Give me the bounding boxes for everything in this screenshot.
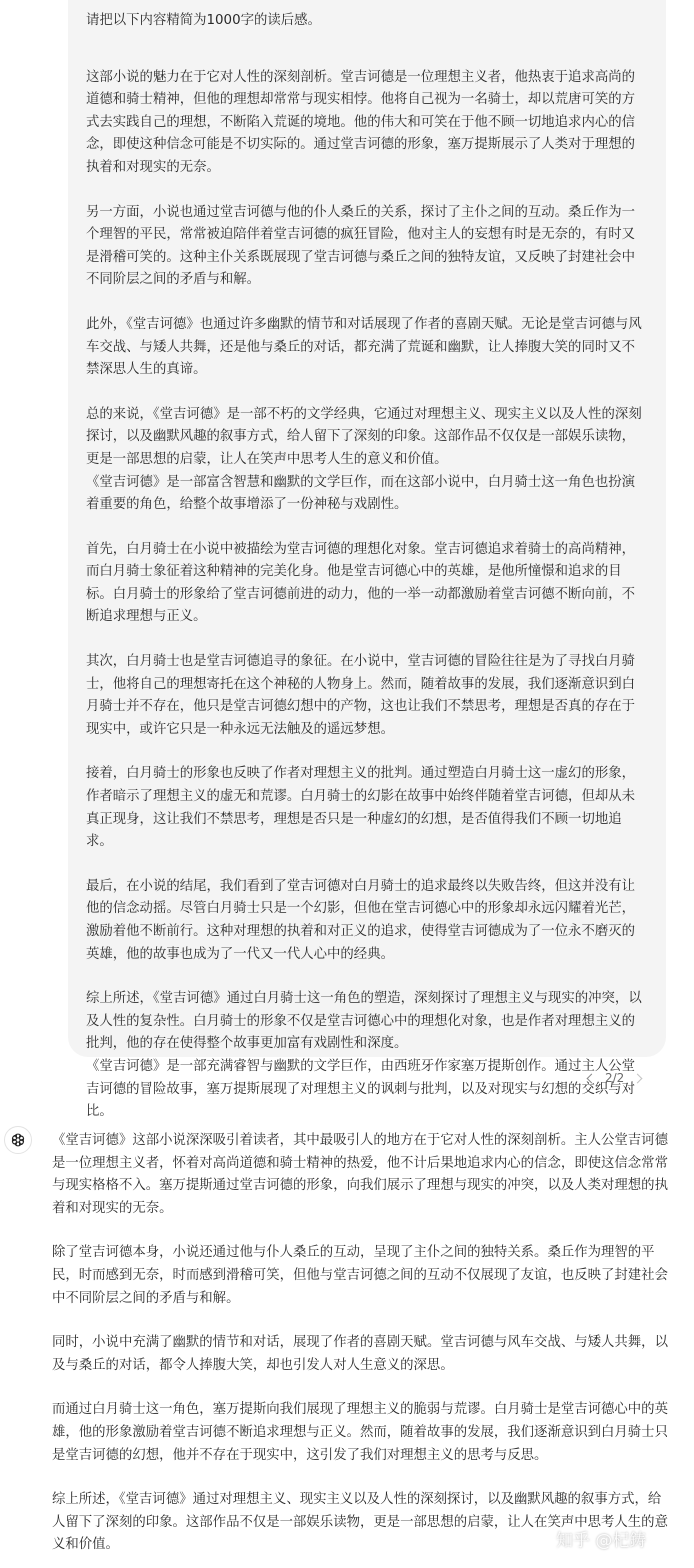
- openai-logo-icon: [4, 1126, 32, 1154]
- user-prompt-line: 请把以下内容精简为1000字的读后感。: [86, 13, 321, 28]
- user-paragraph: 最后，在小说的结尾，我们看到了堂吉诃德对白月骑士的追求最终以失败告终，但这并没有让他的信念动摇。尽管白月骑士只是一个幻影，但他在堂吉诃德心中的形象却永远闪耀着光芒，激励着他不断前行。这种对理想的执着和对正义的追求，使得堂吉诃德成为了一位永不磨灭的英雄，他的故事也成为了一代又一代人心中的经典。: [86, 878, 636, 962]
- openai-logo-svg: [10, 1132, 26, 1148]
- user-paragraph: 这部小说的魅力在于它对人性的深刻剖析。堂吉诃德是一位理想主义者，他热衷于追求高尚的道德和骑士精神，但他的理想却常常与现实相悖。他将自己视为一名骑士，却以荒唐可笑的方式去实践自己的理想，不断陷入荒诞的境地。他的伟大和可笑在于他不顾一切地追求内心的信念，即使这种信念可能是不切实际的。通过堂吉诃德的形象，塞万提斯展示了人类对于理想的执着和对现实的无奈。: [86, 69, 636, 175]
- assistant-paragraph: 而通过白月骑士这一角色，塞万提斯向我们展现了理想主义的脆弱与荒谬。白月骑士是堂吉诃德心中的英雄，他的形象激励着堂吉诃德不断追求理想与正义。然而，随着故事的发展，我们逐渐意识到白月骑士只是堂吉诃德的幻想，他并不存在于现实中，这引发了我们对理想主义的思考与反思。: [52, 1402, 668, 1463]
- user-paragraph: 总的来说，《堂吉诃德》是一部不朽的文学经典，它通过对理想主义、现实主义以及人性的深刻探讨，以及幽默风趣的叙事方式，给人留下了深刻的印象。这部作品不仅仅是一部娱乐读物，更是一部思想的启蒙，让人在笑声中思考人生的意义和价值。: [86, 406, 642, 467]
- user-paragraph: 《堂吉诃德》是一部富含智慧和幽默的文学巨作，而在这部小说中，白月骑士这一角色也扮演着重要的角色，给整个故事增添了一份神秘与戏剧性。: [86, 474, 636, 513]
- previous-response-icon[interactable]: [587, 1073, 597, 1083]
- assistant-paragraph: 除了堂吉诃德本身，小说还通过他与仆人桑丘的互动，呈现了主仆之间的独特关系。桑丘作为理智的平民，时而感到无奈，时而感到滑稽可笑，但他与堂吉诃德之间的互动不仅展现了友谊，也反映了封建社会中不同阶层之间的矛盾与和解。: [52, 1245, 668, 1306]
- assistant-paragraph: 综上所述，《堂吉诃德》通过对理想主义、现实主义以及人性的深刻探讨，以及幽默风趣的叙事方式，给人留下了深刻的印象。这部作品不仅是一部娱乐读物，更是一部思想的启蒙，让人在笑声中思考人生的意义和价值。: [52, 1492, 668, 1553]
- response-pager-label: 2/2: [605, 1071, 625, 1085]
- assistant-paragraph: 同时，小说中充满了幽默的情节和对话，展现了作者的喜剧天赋。堂吉诃德与风车交战、与矮人共舞，以及与桑丘的对话，都令人捧腹大笑，却也引发人对人生意义的深思。: [52, 1335, 668, 1373]
- assistant-message: [52, 1130, 670, 1557]
- assistant-paragraph: 《堂吉诃德》这部小说深深吸引着读者，其中最吸引人的地方在于它对人性的深刻剖析。主人公堂吉诃德是一位理想主义者，怀着对高尚道德和骑士精神的热爱，他不计后果地追求内心的信念，即使这信念常常与现实格格不入。塞万提斯通过堂吉诃德的形象，向我们展示了理想与现实的冲突，以及人类对理想的执着和对现实的无奈。: [52, 1133, 668, 1216]
- user-paragraph: 接着，白月骑士的形象也反映了作者对理想主义的批判。通过塑造白月骑士这一虚幻的形象，作者暗示了理想主义的虚无和荒谬。白月骑士的幻影在故事中始终伴随着堂吉诃德，但却从未真正现身，这让我们不禁思考，理想是否只是一种虚幻的幻想，是否值得我们不顾一切地追求。: [86, 766, 636, 850]
- user-paragraph: 另一方面，小说也通过堂吉诃德与他的仆人桑丘的关系，探讨了主仆之间的互动。桑丘作为一个理智的平民，常常被迫陪伴着堂吉诃德的疯狂冒险，他对主人的妄想有时是无奈的，有时又是滑稽可笑的。这种主仆关系既展现了堂吉诃德与桑丘之间的独特友谊，又反映了封建社会中不同阶层之间的矛盾与和解。: [86, 204, 636, 288]
- user-paragraph: 综上所述，《堂吉诃德》通过白月骑士这一角色的塑造，深刻探讨了理想主义与现实的冲突，以及人性的复杂性。白月骑士的形象不仅是堂吉诃德心中的理想化对象，也是作者对理想主义的批判，他的存在使得整个故事更加富有戏剧性和深度。: [86, 991, 642, 1052]
- next-response-icon[interactable]: [633, 1073, 643, 1083]
- response-pager: [588, 1068, 658, 1088]
- user-paragraph: 其次，白月骑士也是堂吉诃德追寻的象征。在小说中，堂吉诃德的冒险往往是为了寻找白月骑士，他将自己的理想寄托在这个神秘的人物身上。然而，随着故事的发展，我们逐渐意识到白月骑士并不存在，他只是堂吉诃德幻想中的产物，这也让我们不禁思考，理想是否真的存在于现实中，或许它只是一种永远无法触及的遥远梦想。: [86, 654, 636, 737]
- user-paragraph: 此外，《堂吉诃德》也通过许多幽默的情节和对话展现了作者的喜剧天赋。无论是堂吉诃德与风车交战、与矮人共舞，还是他与桑丘的对话，都充满了荒诞和幽默，让人捧腹大笑的同时又不禁深思人生的真谛。: [86, 316, 642, 378]
- zhihu-watermark: 知乎 @杞鋳: [556, 1531, 647, 1551]
- user-paragraph: 首先，白月骑士在小说中被描绘为堂吉诃德的理想化对象。堂吉诃德追求着骑士的高尚精神，而白月骑士象征着这种精神的完美化身。他是堂吉诃德心中的英雄，是他所憧憬和追求的目标。白月骑士的形象给了堂吉诃德前进的动力，他的一举一动都激励着堂吉诃德不断向前，不断追求理想与正义。: [86, 541, 636, 625]
- user-paragraph: 《堂吉诃德》是一部充满睿智与幽默的文学巨作，由西班牙作家塞万提斯创作。通过主人公堂吉诃德的冒险故事，塞万提斯展现了对理想主义的讽刺与批判，以及对现实与幻想的交织与对比。: [86, 1058, 636, 1120]
